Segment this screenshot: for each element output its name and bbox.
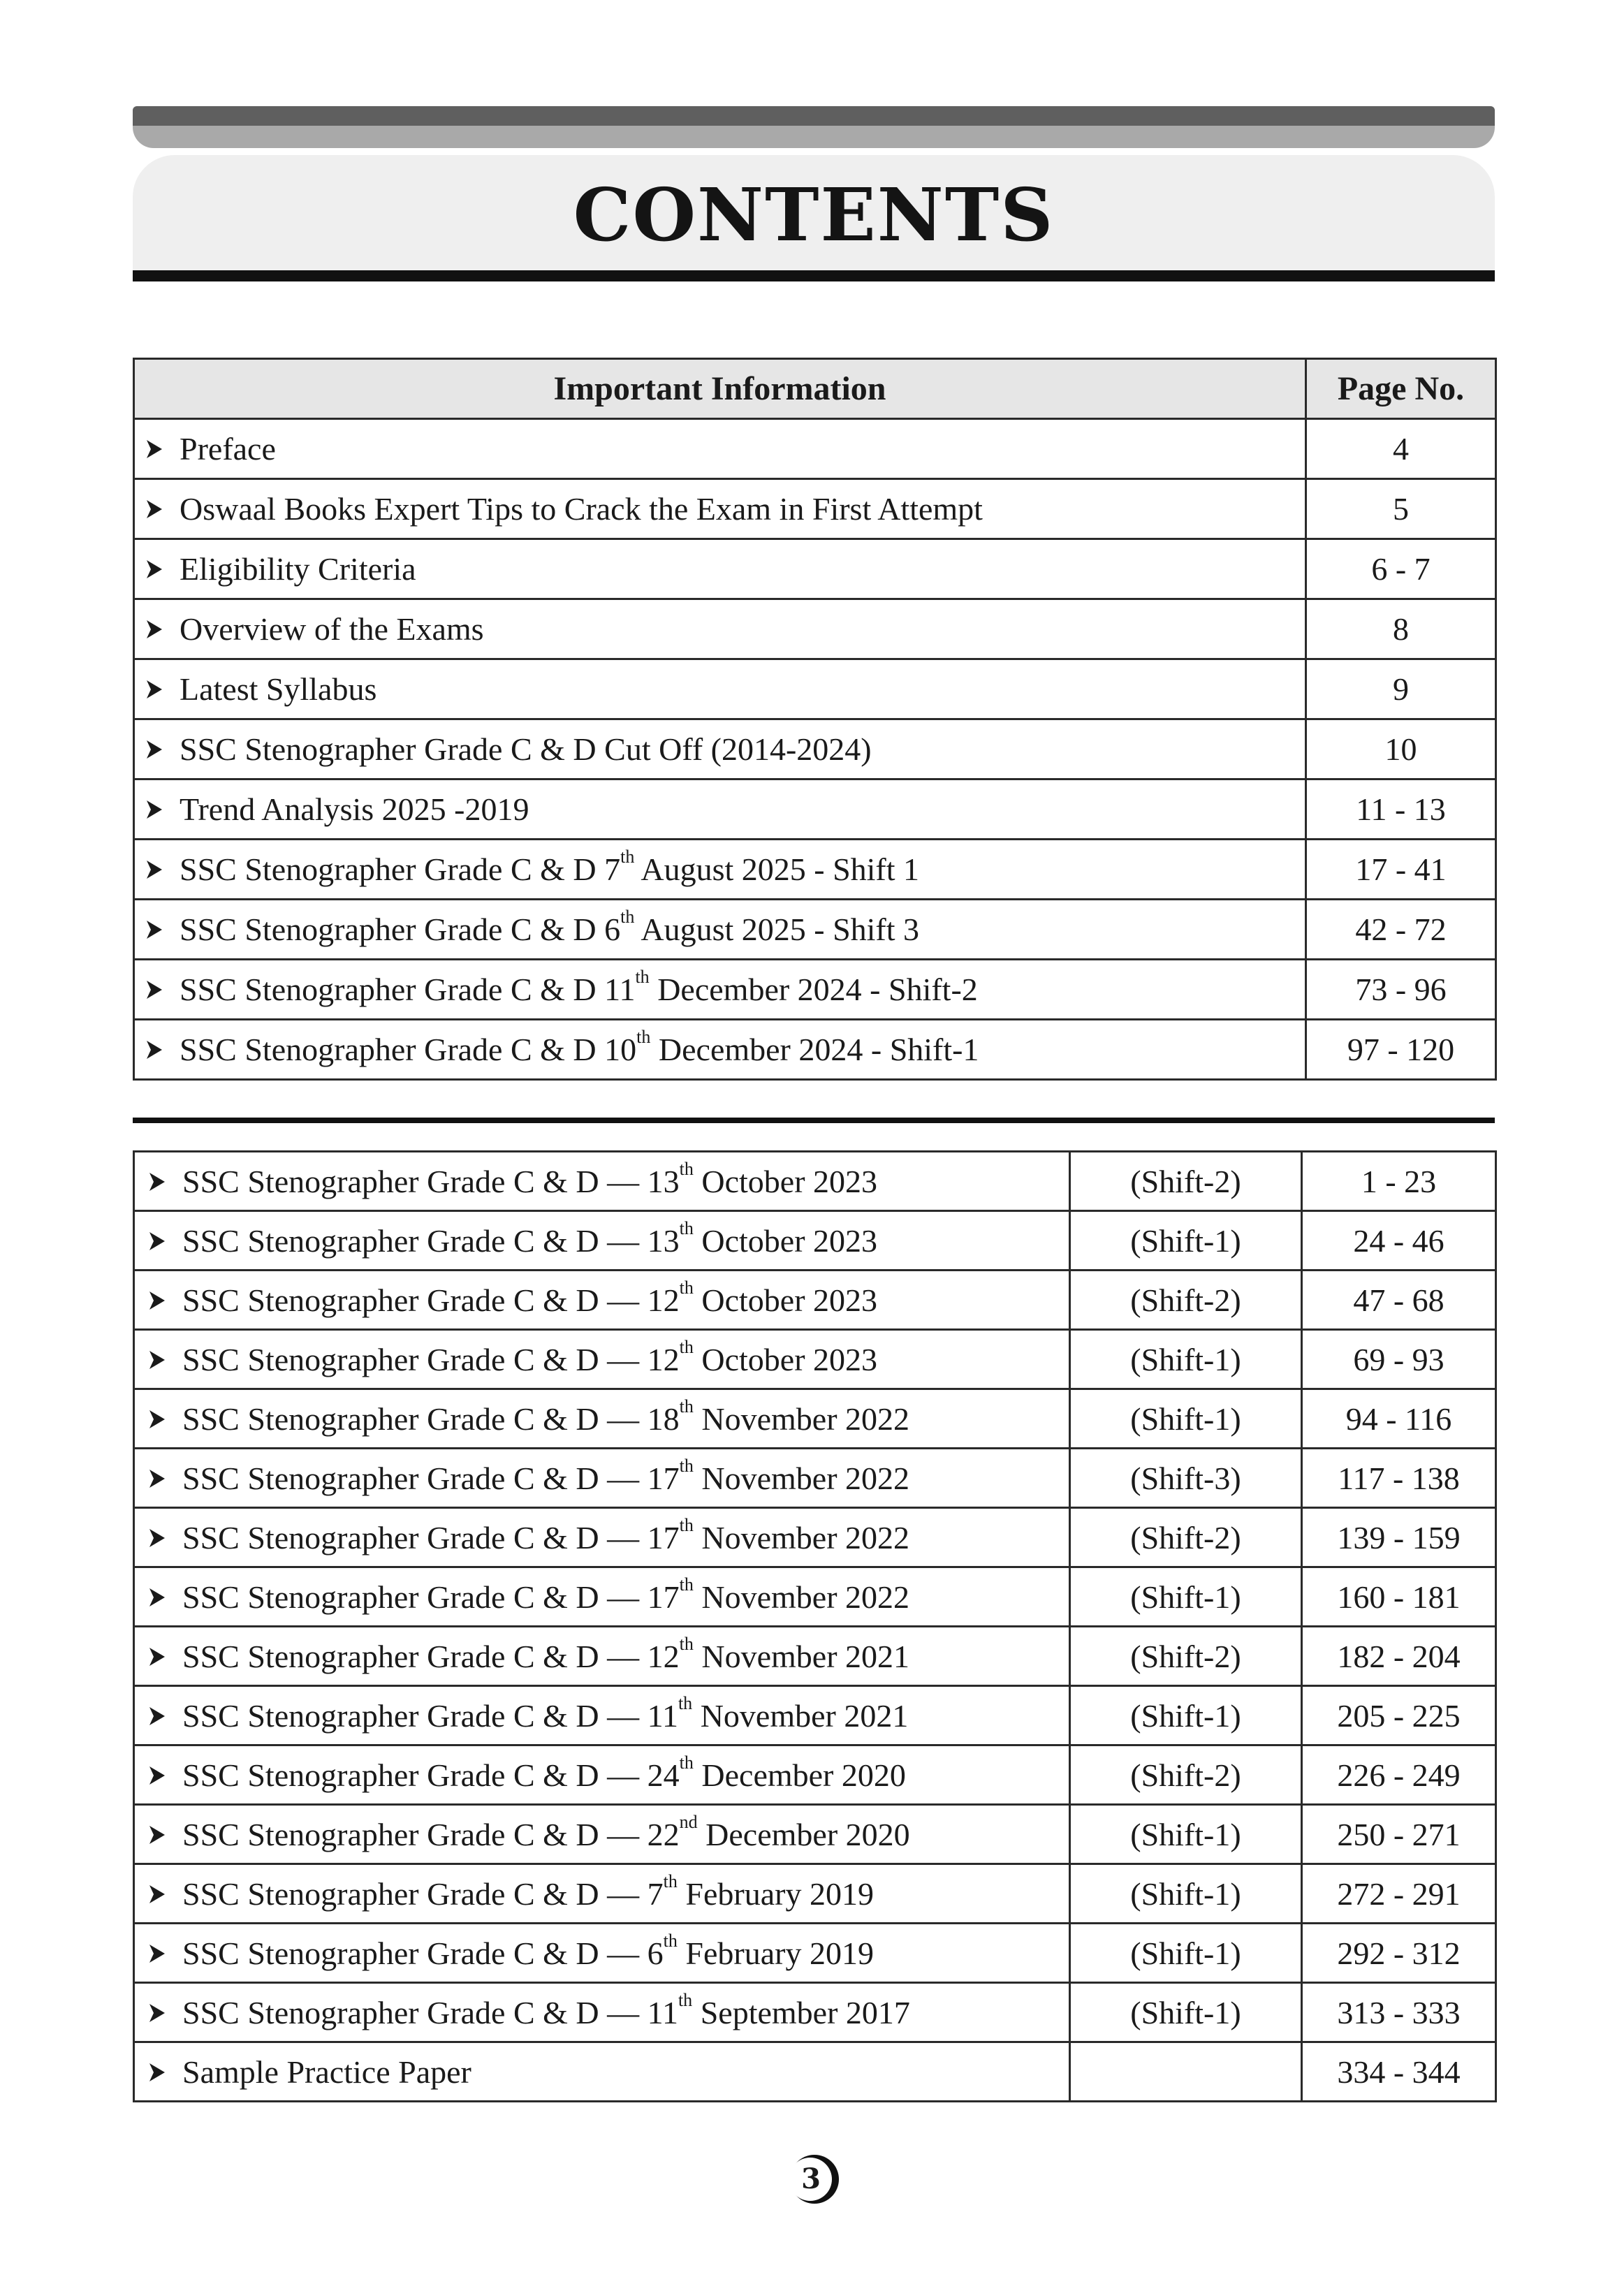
arrowhead-bullet-icon bbox=[149, 1172, 166, 1192]
page-range: 73 - 96 bbox=[1306, 960, 1496, 1020]
shift-label: (Shift-2) bbox=[1070, 1745, 1302, 1805]
previous-papers-table bbox=[133, 1150, 1497, 2102]
header-banner bbox=[133, 155, 1495, 270]
entry-title-text: Trend Analysis 2025 -2019 bbox=[180, 791, 529, 827]
entry-title-text: SSC Stenographer Grade C & D 7 bbox=[180, 851, 621, 887]
entry-title-text: Eligibility Criteria bbox=[180, 551, 416, 587]
page-range: 47 - 68 bbox=[1302, 1271, 1496, 1330]
table-row bbox=[134, 1686, 1496, 1745]
arrowhead-bullet-icon bbox=[146, 1040, 163, 1060]
entry-title-rest: December 2020 bbox=[693, 1757, 906, 1793]
shift-label: (Shift-2) bbox=[1070, 1627, 1302, 1686]
shift-label: (Shift-1) bbox=[1070, 1864, 1302, 1924]
entry-title-text: SSC Stenographer Grade C & D — 11 bbox=[182, 1697, 678, 1734]
shift-label: (Shift-1) bbox=[1070, 1805, 1302, 1864]
ordinal-suffix: th bbox=[679, 1752, 694, 1773]
ordinal-suffix: th bbox=[679, 1277, 694, 1298]
shift-label: (Shift-2) bbox=[1070, 1508, 1302, 1567]
arrowhead-bullet-icon bbox=[149, 1706, 166, 1726]
entry-title-text: Latest Syllabus bbox=[180, 671, 377, 707]
entry-title-text: SSC Stenographer Grade C & D — 13 bbox=[182, 1222, 680, 1259]
ordinal-suffix: th bbox=[679, 1574, 694, 1595]
table-row bbox=[134, 539, 1496, 599]
entry-title-text: SSC Stenographer Grade C & D — 12 bbox=[182, 1638, 680, 1674]
page-range: 117 - 138 bbox=[1302, 1449, 1496, 1508]
ordinal-suffix: th bbox=[679, 1455, 694, 1476]
entry-title bbox=[134, 479, 1306, 539]
entry-title-rest: December 2024 - Shift-1 bbox=[650, 1032, 979, 1067]
entry-title bbox=[134, 1745, 1070, 1805]
column-header-page: Page No. bbox=[1306, 359, 1496, 419]
table-row bbox=[134, 1864, 1496, 1924]
arrowhead-bullet-icon bbox=[146, 980, 163, 1000]
entry-title-text: Overview of the Exams bbox=[180, 611, 484, 647]
table-row bbox=[134, 900, 1496, 960]
page-range: 205 - 225 bbox=[1302, 1686, 1496, 1745]
entry-title-rest: February 2019 bbox=[677, 1935, 874, 1971]
arrowhead-bullet-icon bbox=[149, 1350, 166, 1370]
arrowhead-bullet-icon bbox=[149, 1231, 166, 1251]
table-row bbox=[134, 2042, 1496, 2102]
table-row bbox=[134, 1805, 1496, 1864]
page-range: 334 - 344 bbox=[1302, 2042, 1496, 2102]
ordinal-suffix: th bbox=[679, 1217, 694, 1238]
entry-title-rest: October 2023 bbox=[693, 1222, 878, 1259]
entry-title-text: Preface bbox=[180, 431, 276, 467]
entry-title-rest: November 2022 bbox=[693, 1400, 910, 1437]
entry-title bbox=[134, 539, 1306, 599]
entry-title bbox=[134, 1449, 1070, 1508]
entry-title-text: SSC Stenographer Grade C & D Cut Off (2014-2024) bbox=[180, 731, 872, 767]
entry-title-text: SSC Stenographer Grade C & D — 12 bbox=[182, 1282, 680, 1318]
entry-title-rest: August 2025 - Shift 1 bbox=[634, 851, 920, 887]
page-range: 69 - 93 bbox=[1302, 1330, 1496, 1389]
page-range: 313 - 333 bbox=[1302, 1983, 1496, 2042]
ordinal-suffix: nd bbox=[679, 1811, 698, 1832]
entry-title-text: Sample Practice Paper bbox=[182, 2054, 471, 2090]
ordinal-suffix: th bbox=[679, 1633, 694, 1654]
entry-title bbox=[134, 1211, 1070, 1271]
ordinal-suffix: th bbox=[620, 907, 635, 927]
entry-title-rest: February 2019 bbox=[677, 1875, 874, 1912]
entry-title-rest: September 2017 bbox=[692, 1994, 910, 2030]
arrowhead-bullet-icon bbox=[149, 1884, 166, 1904]
table-row bbox=[134, 1152, 1496, 1211]
page-range: 292 - 312 bbox=[1302, 1924, 1496, 1983]
table-row bbox=[134, 419, 1496, 479]
entry-title-text: SSC Stenographer Grade C & D 10 bbox=[180, 1032, 637, 1067]
ordinal-suffix: th bbox=[636, 1027, 651, 1047]
entry-title bbox=[134, 599, 1306, 659]
page-title: CONTENTS bbox=[573, 171, 1055, 258]
entry-title-text: SSC Stenographer Grade C & D — 24 bbox=[182, 1757, 680, 1793]
entry-title-rest: October 2023 bbox=[693, 1163, 878, 1199]
entry-title bbox=[134, 1686, 1070, 1745]
shift-label: (Shift-1) bbox=[1070, 1330, 1302, 1389]
shift-label: (Shift-2) bbox=[1070, 1152, 1302, 1211]
ordinal-suffix: th bbox=[678, 1989, 693, 2010]
arrowhead-bullet-icon bbox=[146, 680, 163, 699]
table-row bbox=[134, 1508, 1496, 1567]
shift-label bbox=[1070, 2042, 1302, 2102]
entry-title-rest: December 2024 - Shift-2 bbox=[649, 972, 978, 1007]
arrowhead-bullet-icon bbox=[146, 800, 163, 819]
entry-title bbox=[134, 1330, 1070, 1389]
arrowhead-bullet-icon bbox=[146, 740, 163, 759]
page-range: 94 - 116 bbox=[1302, 1389, 1496, 1449]
shift-label: (Shift-1) bbox=[1070, 1211, 1302, 1271]
table-row bbox=[134, 1567, 1496, 1627]
entry-title bbox=[134, 1924, 1070, 1983]
ordinal-suffix: th bbox=[635, 967, 650, 987]
arrowhead-bullet-icon bbox=[146, 499, 163, 519]
entry-title bbox=[134, 659, 1306, 719]
table-row bbox=[134, 779, 1496, 840]
table-row bbox=[134, 1211, 1496, 1271]
header-band-grey bbox=[133, 126, 1495, 148]
entry-title-text: SSC Stenographer Grade C & D 11 bbox=[180, 972, 636, 1007]
entry-title bbox=[134, 1983, 1070, 2042]
entry-title bbox=[134, 719, 1306, 779]
arrowhead-bullet-icon bbox=[149, 2003, 166, 2023]
entry-title bbox=[134, 779, 1306, 840]
arrowhead-bullet-icon bbox=[146, 620, 163, 639]
arrowhead-bullet-icon bbox=[149, 1766, 166, 1785]
table-row bbox=[134, 840, 1496, 900]
header-band-dark bbox=[133, 106, 1495, 127]
page-range: 9 bbox=[1306, 659, 1496, 719]
entry-title-rest: November 2022 bbox=[693, 1460, 910, 1496]
ordinal-suffix: th bbox=[679, 1396, 694, 1416]
page-range: 272 - 291 bbox=[1302, 1864, 1496, 1924]
table-row bbox=[134, 1020, 1496, 1080]
table-row bbox=[134, 479, 1496, 539]
important-information-table bbox=[133, 358, 1497, 1081]
entry-title-text: SSC Stenographer Grade C & D — 17 bbox=[182, 1460, 680, 1496]
table-row bbox=[134, 1271, 1496, 1330]
arrowhead-bullet-icon bbox=[149, 1469, 166, 1488]
entry-title-rest: November 2022 bbox=[693, 1519, 910, 1555]
shift-label: (Shift-1) bbox=[1070, 1567, 1302, 1627]
arrowhead-bullet-icon bbox=[149, 1588, 166, 1607]
entry-title bbox=[134, 1508, 1070, 1567]
ordinal-suffix: th bbox=[679, 1158, 694, 1179]
table-row bbox=[134, 1983, 1496, 2042]
entry-title-text: SSC Stenographer Grade C & D 6 bbox=[180, 912, 621, 947]
page-range: 24 - 46 bbox=[1302, 1211, 1496, 1271]
page-range: 160 - 181 bbox=[1302, 1567, 1496, 1627]
ordinal-suffix: th bbox=[679, 1514, 694, 1535]
page-range: 4 bbox=[1306, 419, 1496, 479]
entry-title-text: SSC Stenographer Grade C & D — 17 bbox=[182, 1519, 680, 1555]
arrowhead-bullet-icon bbox=[149, 1291, 166, 1310]
shift-label: (Shift-2) bbox=[1070, 1271, 1302, 1330]
ordinal-suffix: th bbox=[678, 1692, 693, 1713]
entry-title-text: SSC Stenographer Grade C & D — 6 bbox=[182, 1935, 664, 1971]
entry-title bbox=[134, 1020, 1306, 1080]
entry-title-text: SSC Stenographer Grade C & D — 13 bbox=[182, 1163, 680, 1199]
page-range: 8 bbox=[1306, 599, 1496, 659]
ordinal-suffix: th bbox=[679, 1336, 694, 1357]
page-range: 10 bbox=[1306, 719, 1496, 779]
entry-title-rest: November 2022 bbox=[693, 1579, 910, 1615]
table-row bbox=[134, 659, 1496, 719]
entry-title-rest: November 2021 bbox=[693, 1638, 910, 1674]
entry-title-rest: November 2021 bbox=[692, 1697, 909, 1734]
page-range: 1 - 23 bbox=[1302, 1152, 1496, 1211]
page-range: 6 - 7 bbox=[1306, 539, 1496, 599]
entry-title-text: SSC Stenographer Grade C & D — 18 bbox=[182, 1400, 680, 1437]
entry-title bbox=[134, 1567, 1070, 1627]
entry-title bbox=[134, 900, 1306, 960]
entry-title bbox=[134, 2042, 1070, 2102]
shift-label: (Shift-1) bbox=[1070, 1924, 1302, 1983]
page-range: 226 - 249 bbox=[1302, 1745, 1496, 1805]
arrowhead-bullet-icon bbox=[149, 1944, 166, 1963]
table-row bbox=[134, 1389, 1496, 1449]
page-range: 11 - 13 bbox=[1306, 779, 1496, 840]
page-number: 3 bbox=[801, 2162, 821, 2195]
arrowhead-bullet-icon bbox=[149, 1410, 166, 1429]
page-range: 5 bbox=[1306, 479, 1496, 539]
entry-title bbox=[134, 1805, 1070, 1864]
entry-title-text: SSC Stenographer Grade C & D — 7 bbox=[182, 1875, 664, 1912]
table-row bbox=[134, 1745, 1496, 1805]
shift-label: (Shift-1) bbox=[1070, 1389, 1302, 1449]
table-row bbox=[134, 1330, 1496, 1389]
entry-title bbox=[134, 1864, 1070, 1924]
ordinal-suffix: th bbox=[663, 1871, 678, 1891]
table-row bbox=[134, 719, 1496, 779]
table-row bbox=[134, 1924, 1496, 1983]
section-divider bbox=[133, 1118, 1495, 1123]
entry-title-rest: December 2020 bbox=[697, 1816, 910, 1852]
entry-title-text: SSC Stenographer Grade C & D — 22 bbox=[182, 1816, 680, 1852]
table-row bbox=[134, 960, 1496, 1020]
page-range: 139 - 159 bbox=[1302, 1508, 1496, 1567]
entry-title bbox=[134, 1627, 1070, 1686]
shift-label: (Shift-1) bbox=[1070, 1686, 1302, 1745]
arrowhead-bullet-icon bbox=[149, 1825, 166, 1845]
entry-title-rest: October 2023 bbox=[693, 1282, 878, 1318]
page-range: 97 - 120 bbox=[1306, 1020, 1496, 1080]
arrowhead-bullet-icon bbox=[146, 920, 163, 939]
shift-label: (Shift-1) bbox=[1070, 1983, 1302, 2042]
entry-title bbox=[134, 1271, 1070, 1330]
table-header-row bbox=[134, 359, 1496, 419]
arrowhead-bullet-icon bbox=[149, 1647, 166, 1667]
ordinal-suffix: th bbox=[620, 847, 635, 867]
entry-title bbox=[134, 840, 1306, 900]
arrowhead-bullet-icon bbox=[146, 559, 163, 579]
table-row bbox=[134, 1449, 1496, 1508]
entry-title bbox=[134, 419, 1306, 479]
page-range: 17 - 41 bbox=[1306, 840, 1496, 900]
column-header-title: Important Information bbox=[134, 359, 1306, 419]
entry-title-text: SSC Stenographer Grade C & D — 12 bbox=[182, 1341, 680, 1377]
entry-title-text: SSC Stenographer Grade C & D — 17 bbox=[182, 1579, 680, 1615]
page-range: 42 - 72 bbox=[1306, 900, 1496, 960]
entry-title-rest: October 2023 bbox=[693, 1341, 878, 1377]
ordinal-suffix: th bbox=[663, 1930, 678, 1951]
entry-title bbox=[134, 1389, 1070, 1449]
entry-title bbox=[134, 960, 1306, 1020]
arrowhead-bullet-icon bbox=[149, 2063, 166, 2082]
table-row bbox=[134, 599, 1496, 659]
entry-title bbox=[134, 1152, 1070, 1211]
table-row bbox=[134, 1627, 1496, 1686]
header-underline bbox=[133, 270, 1495, 281]
shift-label: (Shift-3) bbox=[1070, 1449, 1302, 1508]
entry-title-rest: August 2025 - Shift 3 bbox=[634, 912, 920, 947]
page-number-badge bbox=[787, 2153, 840, 2206]
arrowhead-bullet-icon bbox=[149, 1528, 166, 1548]
page-range: 250 - 271 bbox=[1302, 1805, 1496, 1864]
entry-title-text: Oswaal Books Expert Tips to Crack the Exam in First Attempt bbox=[180, 491, 983, 527]
arrowhead-bullet-icon bbox=[146, 860, 163, 879]
arrowhead-bullet-icon bbox=[146, 439, 163, 459]
page-range: 182 - 204 bbox=[1302, 1627, 1496, 1686]
entry-title-text: SSC Stenographer Grade C & D — 11 bbox=[182, 1994, 678, 2030]
